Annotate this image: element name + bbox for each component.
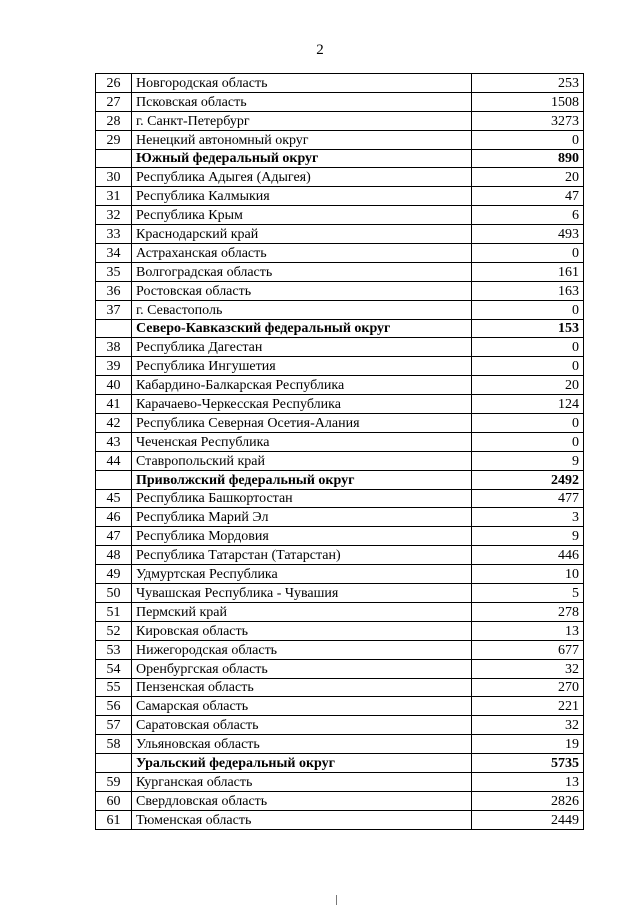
region-name: Южный федеральный округ [132,149,472,168]
row-number: 34 [96,244,132,263]
regions-table-body [96,74,584,830]
row-number: 28 [96,111,132,130]
row-number: 61 [96,810,132,829]
region-value: 13 [472,621,584,640]
row-number [96,470,132,489]
region-name: Республика Северная Осетия-Алания [132,414,472,433]
region-name: Удмуртская Республика [132,565,472,584]
table-row [96,640,584,659]
region-name: Новгородская область [132,74,472,93]
region-value: 0 [472,130,584,149]
table-row [96,810,584,829]
region-value: 0 [472,357,584,376]
table-row [96,527,584,546]
region-name: Республика Дагестан [132,338,472,357]
row-number: 49 [96,565,132,584]
region-name: Волгоградская область [132,262,472,281]
table-row [96,300,584,319]
region-name: Кировская область [132,621,472,640]
region-value: 6 [472,206,584,225]
region-name: Республика Ингушетия [132,357,472,376]
region-value: 19 [472,735,584,754]
table-row [96,225,584,244]
region-value: 20 [472,376,584,395]
table-row [96,451,584,470]
table-row [96,432,584,451]
region-name: Тюменская область [132,810,472,829]
table-row [96,546,584,565]
region-value: 20 [472,168,584,187]
region-name: Карачаево-Черкесская Республика [132,395,472,414]
row-number: 39 [96,357,132,376]
region-value: 5735 [472,754,584,773]
region-name: Курганская область [132,772,472,791]
table-row [96,92,584,111]
region-value: 9 [472,451,584,470]
region-name: Республика Калмыкия [132,187,472,206]
row-number: 53 [96,640,132,659]
row-number: 33 [96,225,132,244]
region-name: Ульяновская область [132,735,472,754]
region-name: Псковская область [132,92,472,111]
row-number: 46 [96,508,132,527]
region-value: 270 [472,678,584,697]
table-row [96,621,584,640]
row-number: 29 [96,130,132,149]
region-name: Ростовская область [132,281,472,300]
region-name: Республика Башкортостан [132,489,472,508]
table-row [96,130,584,149]
table-row [96,74,584,93]
region-value: 9 [472,527,584,546]
row-number: 36 [96,281,132,300]
row-number: 43 [96,432,132,451]
table-row [96,338,584,357]
row-number: 45 [96,489,132,508]
row-number: 47 [96,527,132,546]
region-value: 0 [472,414,584,433]
table-row [96,395,584,414]
table-row [96,111,584,130]
region-name: Самарская область [132,697,472,716]
region-value: 10 [472,565,584,584]
region-value: 163 [472,281,584,300]
table-row [96,168,584,187]
table-row [96,206,584,225]
row-number: 55 [96,678,132,697]
row-number: 37 [96,300,132,319]
table-row [96,772,584,791]
region-value: 13 [472,772,584,791]
table-row [96,697,584,716]
row-number: 32 [96,206,132,225]
region-value: 0 [472,432,584,451]
row-number [96,149,132,168]
table-row [96,584,584,603]
region-name: Уральский федеральный округ [132,754,472,773]
row-number: 42 [96,414,132,433]
region-name: Свердловская область [132,791,472,810]
row-number: 27 [96,92,132,111]
table-row [96,281,584,300]
region-value: 32 [472,716,584,735]
region-value: 2826 [472,791,584,810]
region-name: Республика Мордовия [132,527,472,546]
region-name: Приволжский федеральный округ [132,470,472,489]
row-number: 56 [96,697,132,716]
region-value: 221 [472,697,584,716]
row-number: 41 [96,395,132,414]
region-name: Пензенская область [132,678,472,697]
region-value: 493 [472,225,584,244]
table-row [96,659,584,678]
region-name: Республика Адыгея (Адыгея) [132,168,472,187]
region-value: 0 [472,300,584,319]
row-number: 58 [96,735,132,754]
table-row [96,244,584,263]
row-number: 60 [96,791,132,810]
district-row [96,470,584,489]
row-number: 59 [96,772,132,791]
row-number: 26 [96,74,132,93]
region-value: 5 [472,584,584,603]
row-number: 54 [96,659,132,678]
region-value: 32 [472,659,584,678]
region-name: Нижегородская область [132,640,472,659]
table-row [96,262,584,281]
region-name: Саратовская область [132,716,472,735]
table-row [96,678,584,697]
row-number: 48 [96,546,132,565]
row-number: 51 [96,602,132,621]
row-number: 30 [96,168,132,187]
page-number: 2 [316,42,324,58]
row-number: 44 [96,451,132,470]
region-value: 124 [472,395,584,414]
region-name: Чувашская Республика - Чувашия [132,584,472,603]
region-value: 253 [472,74,584,93]
table-row [96,414,584,433]
region-name: Северо-Кавказский федеральный округ [132,319,472,338]
scan-artifact-mark [336,895,337,905]
region-name: Астраханская область [132,244,472,263]
table-row [96,357,584,376]
district-row [96,319,584,338]
row-number: 38 [96,338,132,357]
table-row [96,376,584,395]
row-number: 52 [96,621,132,640]
row-number: 35 [96,262,132,281]
row-number: 50 [96,584,132,603]
region-name: Краснодарский край [132,225,472,244]
region-value: 890 [472,149,584,168]
region-value: 477 [472,489,584,508]
row-number [96,754,132,773]
region-value: 3273 [472,111,584,130]
region-value: 0 [472,338,584,357]
region-value: 2449 [472,810,584,829]
district-row [96,754,584,773]
regions-table [95,73,584,830]
table-row [96,716,584,735]
region-name: Пермский край [132,602,472,621]
region-value: 2492 [472,470,584,489]
row-number: 57 [96,716,132,735]
region-value: 3 [472,508,584,527]
region-name: Ставропольский край [132,451,472,470]
region-name: Республика Крым [132,206,472,225]
region-name: г. Севастополь [132,300,472,319]
district-row [96,149,584,168]
region-name: г. Санкт-Петербург [132,111,472,130]
region-name: Чеченская Республика [132,432,472,451]
table-row [96,489,584,508]
region-value: 153 [472,319,584,338]
region-value: 161 [472,262,584,281]
region-value: 47 [472,187,584,206]
region-name: Оренбургская область [132,659,472,678]
table-row [96,791,584,810]
table-row [96,602,584,621]
region-name: Республика Марий Эл [132,508,472,527]
region-name: Ненецкий автономный округ [132,130,472,149]
region-value: 1508 [472,92,584,111]
table-row [96,187,584,206]
table-row [96,508,584,527]
row-number: 31 [96,187,132,206]
table-row [96,735,584,754]
region-name: Кабардино-Балкарская Республика [132,376,472,395]
row-number [96,319,132,338]
row-number: 40 [96,376,132,395]
table-row [96,565,584,584]
region-value: 278 [472,602,584,621]
region-value: 0 [472,244,584,263]
region-value: 677 [472,640,584,659]
region-name: Республика Татарстан (Татарстан) [132,546,472,565]
region-value: 446 [472,546,584,565]
